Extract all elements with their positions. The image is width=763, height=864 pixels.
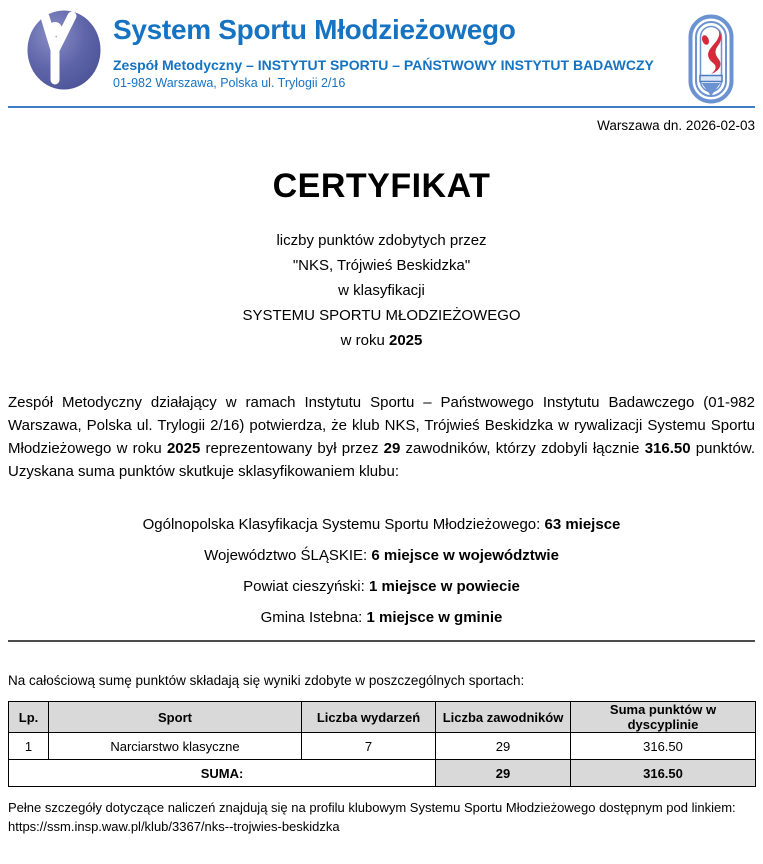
ranking-county: [0, 578, 763, 595]
cell-athletes: 29: [436, 733, 571, 760]
page-header: [0, 0, 763, 106]
certificate-title: CERTYFIKAT: [272, 167, 491, 205]
paragraph-text: zawodników, którzy zdobyli łącznie: [400, 440, 645, 457]
cell-sport: Narciarstwo klasyczne: [49, 733, 302, 760]
paragraph-points-total: 316.50: [644, 440, 691, 457]
footer-note: [8, 798, 755, 836]
ranking-label: Ogólnopolska Klasyfikacja Systemu Sportu Młodzieżowego:: [142, 516, 545, 533]
ranking-voivodeship: [0, 547, 763, 564]
certificate-intro: [0, 228, 763, 353]
col-header-athletes: Liczba zawodników: [436, 702, 571, 733]
paragraph-text: Zespół Metodyczny działający w ramach Instytutu Sportu – Państwowego Instytutu Badawczego (01-982 Warszawa, Polska ul. Trylogii 2/16) potwierdza, że klub NKS, Trójwieś Beskidzka w rywalizacji Systemu Sportu Młodzieżowego w roku: [8, 394, 755, 457]
summary-athletes-total: 29: [436, 760, 571, 787]
footer-profile-url: https://ssm.insp.waw.pl/klub/3367/nks--trojwies-beskidzka: [8, 819, 340, 834]
ranking-commune: [0, 609, 763, 626]
org-address: 01-982 Warszawa, Polska ul. Trylogii 2/16: [113, 76, 346, 90]
cell-points: 316.50: [571, 733, 756, 760]
paragraph-athletes-count: 29: [383, 440, 401, 457]
org-subtitle: Zespół Metodyczny – INSTYTUT SPORTU – PAŃSTWOWY INSTYTUT BADAWCZY: [113, 57, 654, 73]
col-header-events: Liczba wydarzeń: [302, 702, 436, 733]
ranking-value: 1 miejsce w powiecie: [368, 578, 520, 595]
cell-events: 7: [302, 733, 436, 760]
header-rule: [8, 106, 755, 108]
ranking-label: Powiat cieszyński:: [243, 578, 369, 595]
summary-label: SUMA:: [9, 760, 436, 787]
summary-points-total: 316.50: [571, 760, 756, 787]
brand-block: [113, 14, 673, 90]
footer-text: Pełne szczegóły dotyczące naliczeń znajdują się na profilu klubowym Systemu Sportu Młodzieżowego dostępnym pod linkiem:: [8, 800, 736, 815]
rankings-list: [0, 516, 763, 626]
ranking-value: 6 miejsce w województwie: [371, 547, 559, 564]
col-header-points: Suma punktów w dyscyplinie: [571, 702, 756, 733]
intro-year-prefix: w roku: [340, 332, 389, 349]
paragraph-text: reprezentowany był przez: [200, 440, 384, 457]
table-summary-row: [9, 760, 756, 787]
cell-lp: 1: [9, 733, 49, 760]
section-divider: [8, 640, 755, 642]
ranking-label: Województwo ŚLĄSKIE:: [204, 547, 372, 564]
col-header-lp: Lp.: [9, 702, 49, 733]
app-title: System Sportu Młodzieżowego: [113, 14, 516, 45]
ranking-national: [0, 516, 763, 533]
intro-line-club: "NKS, Trójwieś Beskidzka": [292, 257, 471, 274]
confirmation-paragraph: [8, 391, 755, 483]
paragraph-year: 2025: [166, 440, 201, 457]
sports-results-table: [8, 701, 756, 787]
intro-year-value: 2025: [388, 332, 423, 349]
instytut-sportu-logo-icon: [688, 14, 734, 104]
col-header-sport: Sport: [49, 702, 302, 733]
ranking-value: 63 miejsce: [544, 516, 621, 533]
ranking-label: Gmina Istebna:: [260, 609, 367, 626]
intro-line-year: [0, 328, 763, 353]
intro-line-system: SYSTEMU SPORTU MŁODZIEŻOWEGO: [242, 307, 521, 324]
intro-line-1: liczby punktów zdobytych przez: [276, 232, 487, 249]
table-row: [9, 733, 756, 760]
table-header-row: [9, 702, 756, 733]
intro-line-3: w klasyfikacji: [338, 282, 425, 299]
youth-figure-logo-icon: [27, 10, 101, 90]
table-intro-text: Na całościową sumę punktów składają się wyniki zdobyte w poszczególnych sportach:: [8, 673, 525, 688]
paragraph-text: punktów. Uzyskana suma punktów skutkuje sklasyfikowaniem klubu:: [8, 440, 755, 480]
ranking-value: 1 miejsce w gminie: [366, 609, 503, 626]
date-line: Warszawa dn. 2026-02-03: [597, 118, 755, 133]
